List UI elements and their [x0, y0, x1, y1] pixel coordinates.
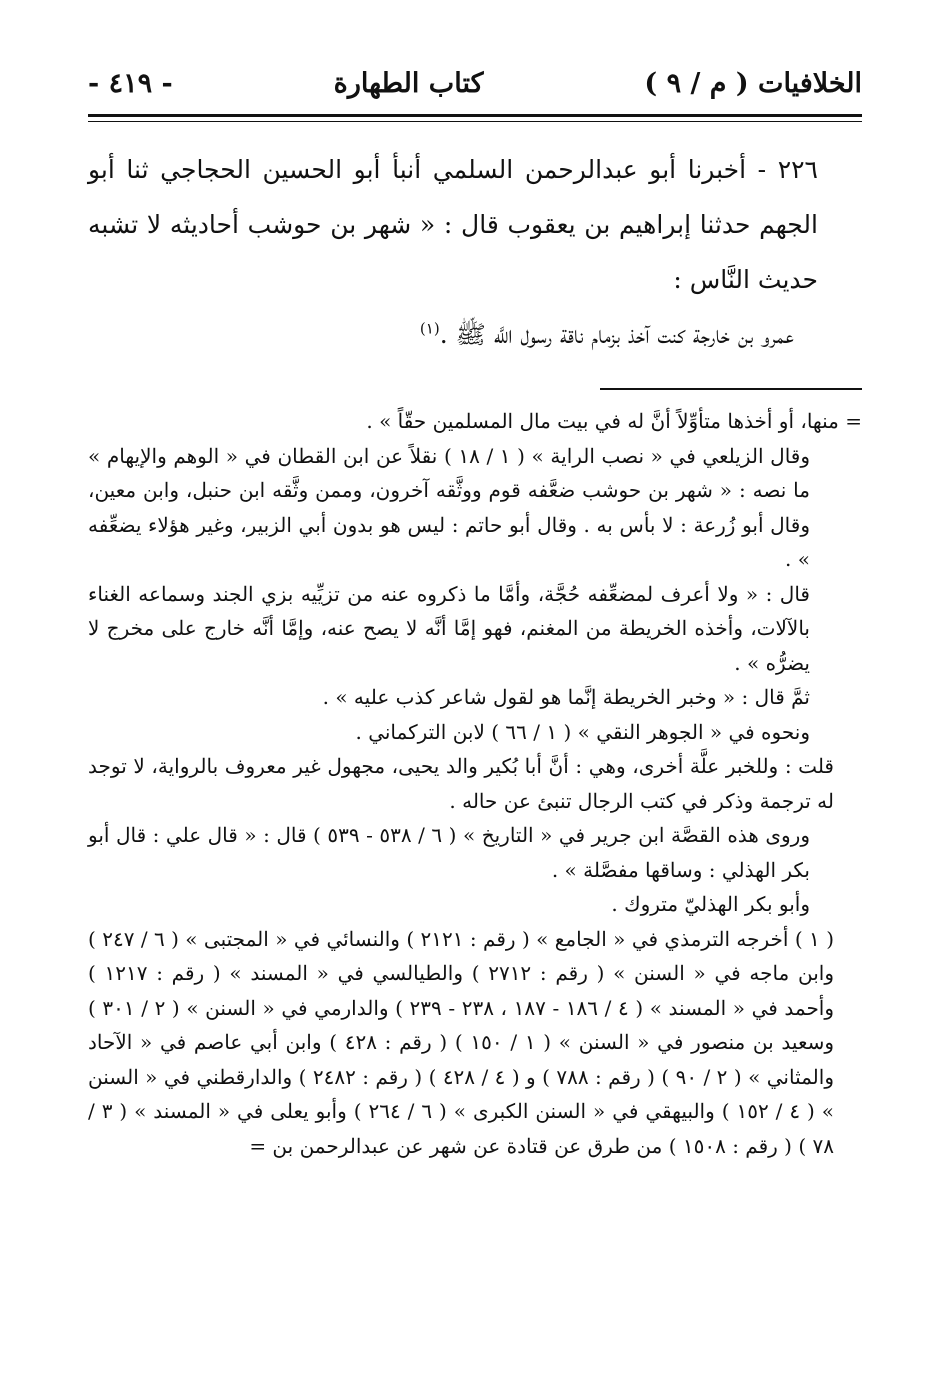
- footnote-line: ثمَّ قال : « وخبر الخريطة إنَّما هو لقول شاعر كذب عليه » .: [322, 685, 810, 709]
- hadith-continuation: [88, 307, 862, 362]
- footnote-marker: (١): [419, 319, 440, 338]
- running-header: [88, 62, 862, 106]
- footnote-line: ونحوه في « الجوهر النقي » ( ١ / ٦٦ ) لابن التركماني .: [355, 719, 810, 744]
- page: [88, 62, 862, 1163]
- footnote-line: وأبو بكر الهذليّ متروك .: [611, 892, 810, 916]
- footnote-line: قال : « ولا أعرف لمضعِّفه حُجَّة، وأمَّا ما ذكروه عنه من تزيِّيه بزي الجند وسماعه الغناء بالآلات، وأخذه الخريطة من المغنم، فهو إمَّا أنَّه لا يصح عنه، وإمَّا أنَّه خارج على مخرج لا يضرُّه » .: [88, 581, 810, 675]
- header-chapter-title: كتاب الطهارة: [333, 68, 484, 99]
- main-text: [88, 142, 862, 362]
- page-number: - ٤١٩ -: [88, 68, 173, 99]
- footnote-line: وقال الزيلعي في « نصب الراية » ( ١ / ١٨ ) نقلاً عن ابن القطان في « الوهم والإيهام » ما نصه : « شهر بن حوشب ضعَّفه قوم ووثَّقه آخرون، وممن وثَّقه ابن حنبل، وابن معين، وقال أبو زُرعة : لا بأس به . وقال أبو حاتم : ليس هو بدون أبي الزبير، وغير هؤلاء يضعِّفه » .: [88, 443, 811, 571]
- footnote-separator: [600, 388, 862, 390]
- footnote-line: قلت : وللخبر علَّة أخرى، وهي : أنَّ أبا بُكير والد يحيى، مجهول غير معروف بالرواية، لا توجد له ترجمة وذكر في كتب الرجال تنبئ عن حاله .: [88, 754, 834, 813]
- footnote-line: = منها، أو أخذها متأوِّلاً أنَّ له في بيت مال المسلمين حقّاً » .: [366, 409, 862, 433]
- footnotes: [88, 404, 862, 1163]
- header-rule: [88, 114, 862, 122]
- hadith-continuation-text: عمرو بن خارجة كنت آخذ بزمام ناقة رسول اللَّه ﷺ .: [439, 320, 794, 349]
- header-book-section: الخلافيات ( م / ٩ ): [644, 68, 862, 99]
- footnote-line: ( ١ ) أخرجه الترمذي في « الجامع » ( رقم : ٢١٢١ ) والنسائي في « المجتبى » ( ٦ / ٢٤٧ ) وابن ماجه في « السنن » ( رقم : ٢٧١٢ ) والطيالسي في « المسند » ( رقم : ١٢١٧ ) وأحمد في « المسند » ( ٤ / ١٨٦ - ١٨٧ ، ٢٣٨ - ٢٣٩ ) والدارمي في « السنن » ( ٢ / ٣٠١ ) وسعيد بن منصور في « السنن » ( ١ / ١٥٠ ) ( رقم : ٤٢٨ ) وابن أبي عاصم في « الآحاد والمثاني » ( ٢ / ٩٠ ) ( رقم : ٧٨٨ ) و ( ٤ / ٤٢٨ ) ( رقم : ٢٤٨٢ ) والدارقطني في « السنن » ( ٤ / ١٥٢ ) والبيهقي في « السنن الكبرى » ( ٦ / ٢٦٤ ) وأبو يعلى في « المسند » ( ٣ / ٧٨ ) ( رقم : ١٥٠٨ ) من طرق عن قتادة عن شهر عن عبدالرحمن بن =: [88, 926, 835, 1158]
- footnote-line: وروى هذه القصَّة ابن جرير في « التاريخ » ( ٦ / ٥٣٨ - ٥٣٩ ) قال : « قال علي : قال أبو بكر الهذلي : وساقها مفصَّلة » .: [88, 823, 810, 882]
- hadith-paragraph: ٢٢٦ - أخبرنا أبو عبدالرحمن السلمي أنبأ أبو الحسين الحجاجي ثنا أبو الجهم حدثنا إبراهيم بن يعقوب قال : « شهر بن حوشب أحاديثه لا تشبه حديث النَّاس :: [88, 155, 818, 294]
